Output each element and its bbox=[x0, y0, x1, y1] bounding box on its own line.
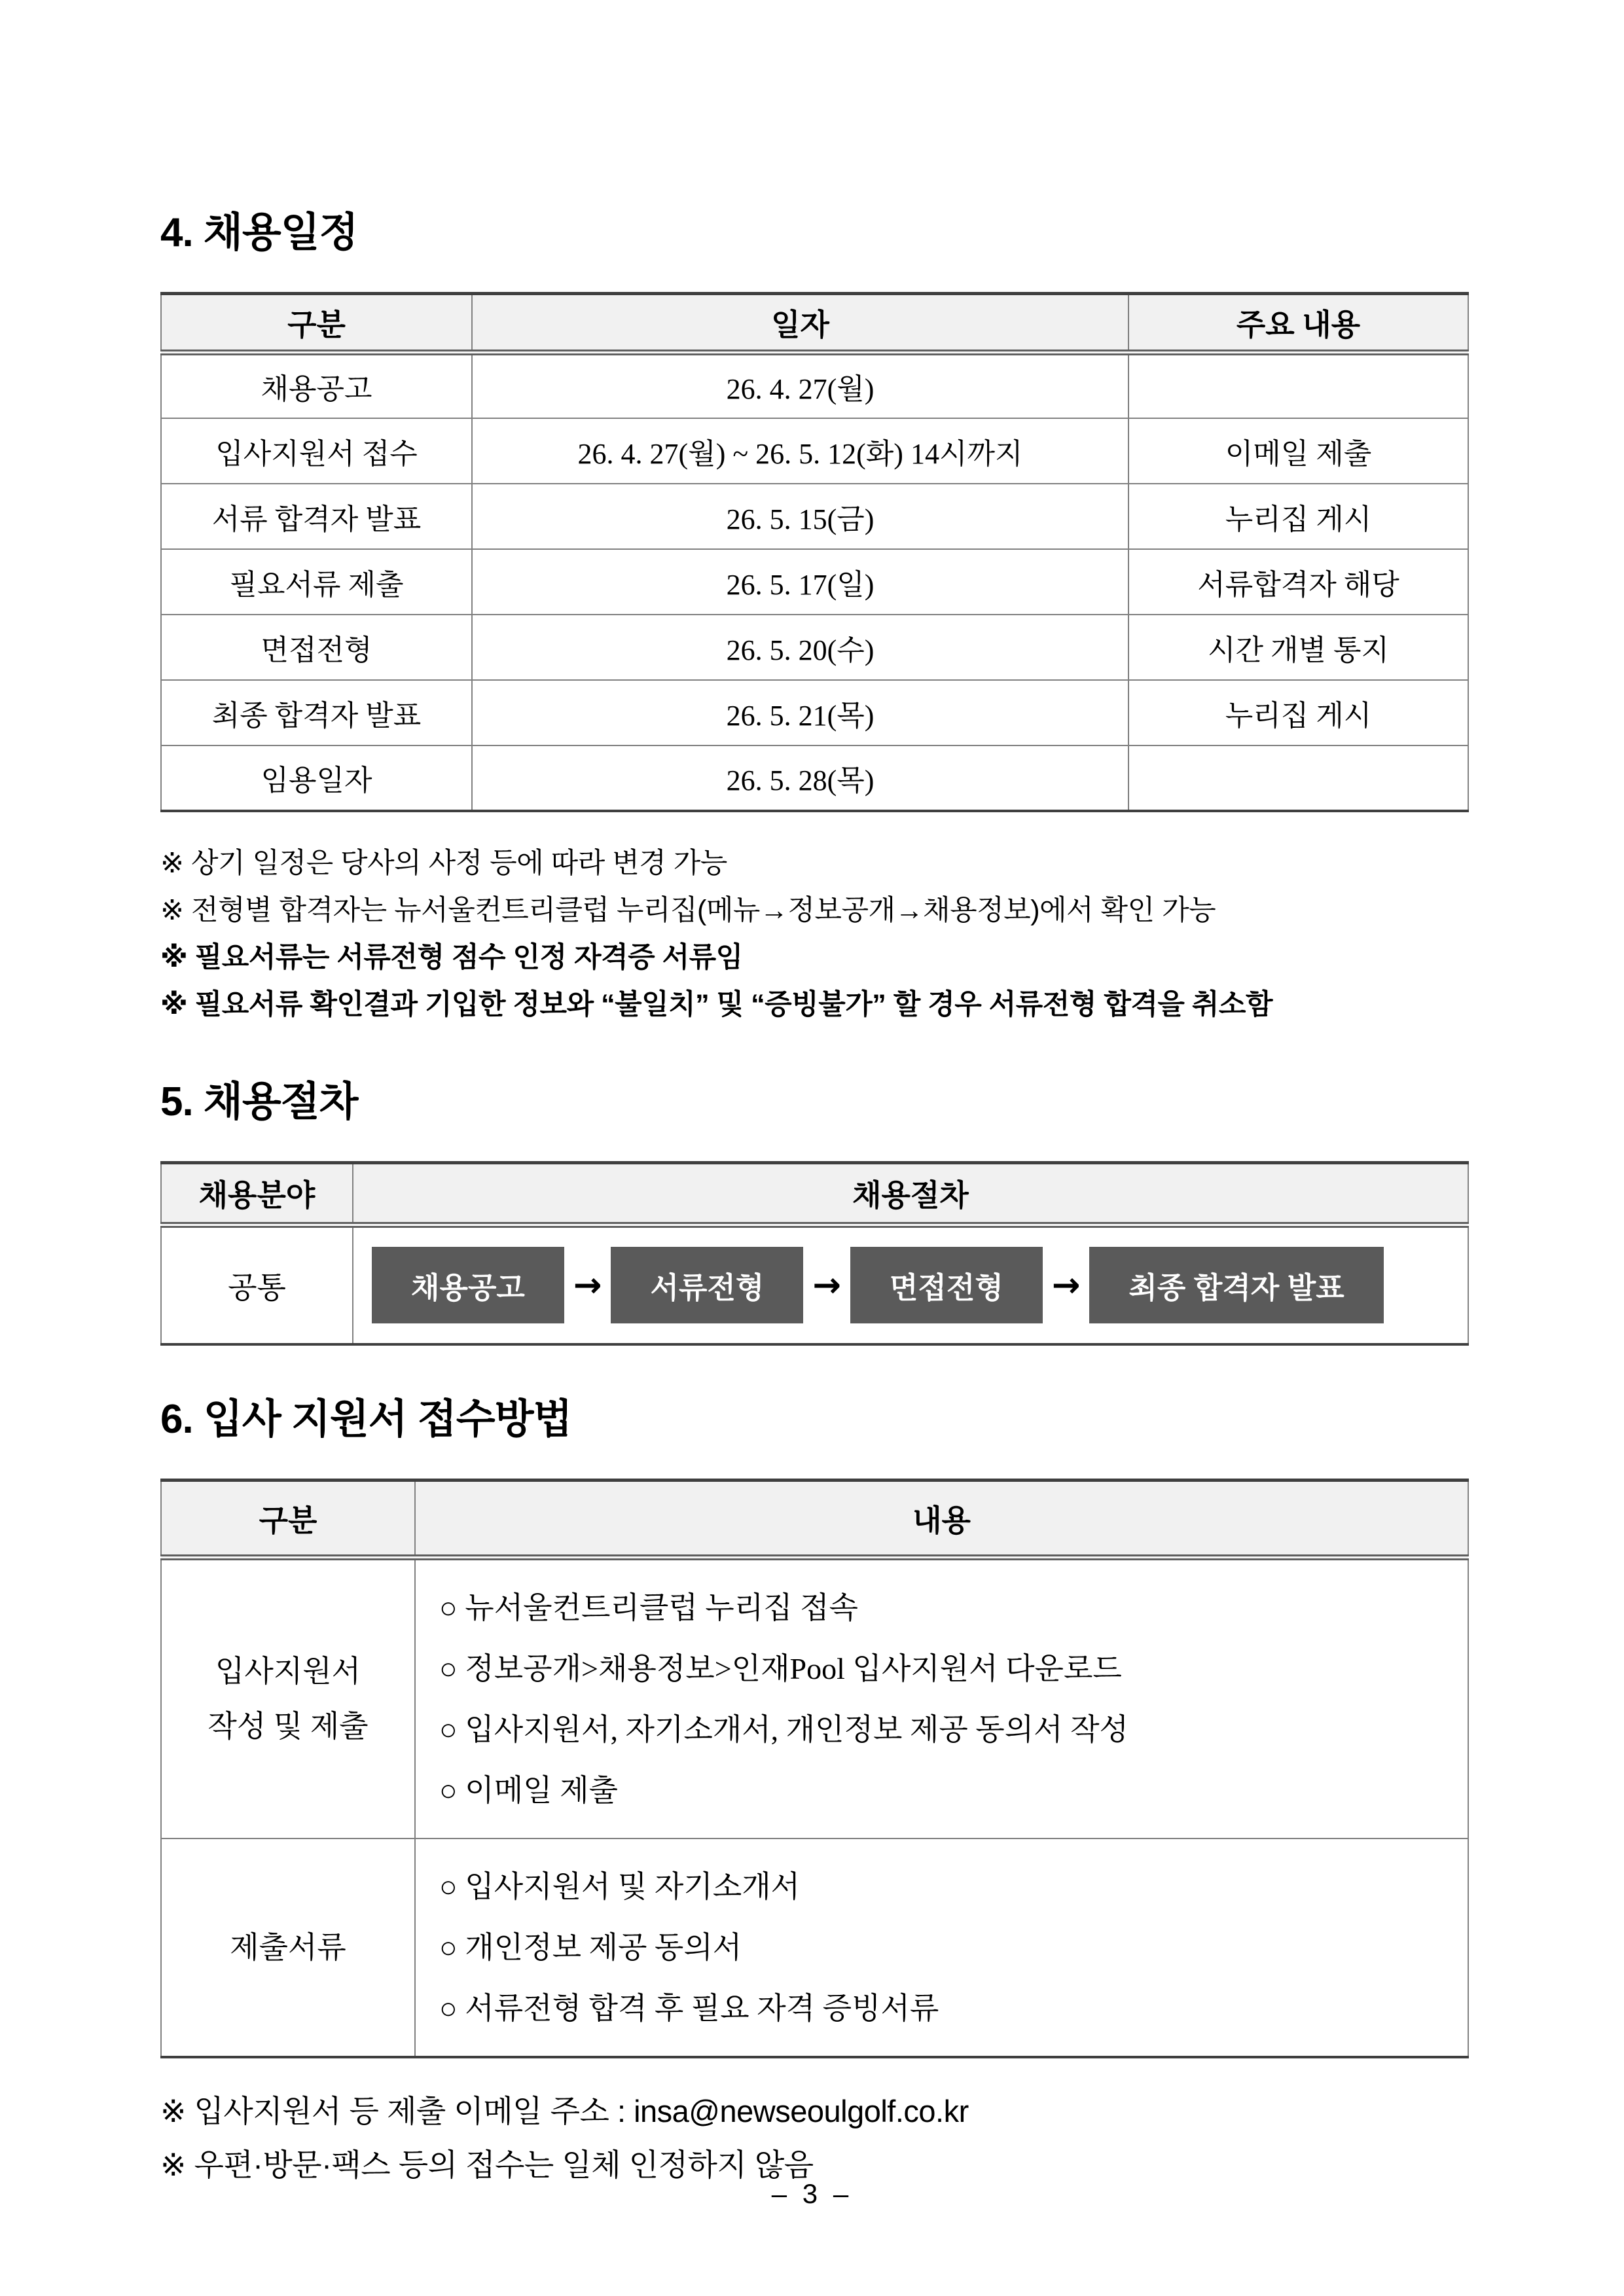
schedule-detail: 누리집 게시 bbox=[1128, 484, 1468, 549]
apply-col-header-content: 내용 bbox=[415, 1480, 1468, 1558]
schedule-detail: 누리집 게시 bbox=[1128, 680, 1468, 745]
schedule-date: 26. 5. 20(수) bbox=[472, 615, 1128, 680]
application-method-table bbox=[160, 1479, 1469, 2058]
process-step: 최종 합격자 발표 bbox=[1089, 1247, 1383, 1323]
note-line-bold: ※ 필요서류 확인결과 기입한 정보와 “불일치” 및 “증빙불가” 할 경우 서류전형 합격을 취소함 bbox=[160, 988, 1272, 1020]
table-row bbox=[161, 615, 1468, 680]
apply-row-label bbox=[161, 1558, 415, 1839]
table-row bbox=[161, 745, 1468, 811]
table-row bbox=[161, 1225, 1468, 1344]
table-row bbox=[161, 353, 1468, 418]
apply-col-header-category: 구분 bbox=[161, 1480, 415, 1558]
schedule-detail: 서류합격자 해당 bbox=[1128, 549, 1468, 615]
schedule-category: 임용일자 bbox=[161, 745, 472, 811]
list-item: ○ 정보공개>채용정보>인재Pool 입사지원서 다운로드 bbox=[439, 1652, 1122, 1685]
recruitment-schedule-table bbox=[160, 292, 1469, 812]
footer-notes bbox=[160, 2085, 1470, 2192]
table-row bbox=[161, 418, 1468, 484]
schedule-header-row bbox=[161, 294, 1468, 353]
process-row-label: 공통 bbox=[161, 1225, 353, 1344]
table-row bbox=[161, 1839, 1468, 2057]
apply-row-label-line: 작성 및 제출 bbox=[208, 1710, 369, 1743]
note-line: ※ 전형별 합격자는 뉴서울컨트리클럽 누리집(메뉴→정보공개→채용정보)에서 확인 가능 bbox=[160, 894, 1216, 926]
schedule-category: 입사지원서 접수 bbox=[161, 418, 472, 484]
list-item: ○ 뉴서울컨트리클럽 누리집 접속 bbox=[439, 1591, 858, 1624]
note-line-bold: ※ 필요서류는 서류전형 점수 인정 자격증 서류임 bbox=[160, 941, 743, 973]
schedule-category: 면접전형 bbox=[161, 615, 472, 680]
apply-row-items bbox=[415, 1558, 1468, 1839]
page-number: – 3 – bbox=[771, 2178, 853, 2209]
process-flow-cell bbox=[353, 1225, 1468, 1344]
apply-row-items bbox=[415, 1839, 1468, 2057]
schedule-date: 26. 4. 27(월) ~ 26. 5. 12(화) 14시까지 bbox=[472, 418, 1128, 484]
process-step: 서류전형 bbox=[611, 1247, 803, 1323]
arrow-right-icon: → bbox=[1051, 1265, 1081, 1305]
arrow-right-icon: → bbox=[573, 1265, 602, 1305]
schedule-category: 서류 합격자 발표 bbox=[161, 484, 472, 549]
section4-notes bbox=[160, 840, 1470, 1028]
list-item: ○ 이메일 제출 bbox=[439, 1774, 618, 1807]
recruitment-process-table bbox=[160, 1161, 1469, 1346]
table-row bbox=[161, 484, 1468, 549]
schedule-detail bbox=[1128, 745, 1468, 811]
process-step: 채용공고 bbox=[372, 1247, 564, 1323]
list-item: ○ 입사지원서, 자기소개서, 개인정보 제공 동의서 작성 bbox=[439, 1713, 1128, 1746]
schedule-date: 26. 5. 15(금) bbox=[472, 484, 1128, 549]
apply-row-label-line: 입사지원서 bbox=[215, 1655, 361, 1688]
schedule-date: 26. 5. 28(목) bbox=[472, 745, 1128, 811]
schedule-category: 채용공고 bbox=[161, 353, 472, 418]
schedule-detail: 시간 개별 통지 bbox=[1128, 615, 1468, 680]
process-col-header-procedure: 채용절차 bbox=[353, 1162, 1468, 1225]
section4-title: 4. 채용일정 bbox=[160, 210, 358, 255]
list-item: ○ 개인정보 제공 동의서 bbox=[439, 1931, 742, 1964]
schedule-col-header-category: 구분 bbox=[161, 294, 472, 353]
schedule-detail bbox=[1128, 353, 1468, 418]
process-col-header-field: 채용분야 bbox=[161, 1162, 353, 1225]
schedule-col-header-detail: 주요 내용 bbox=[1128, 294, 1468, 353]
schedule-date: 26. 4. 27(월) bbox=[472, 353, 1128, 418]
arrow-right-icon: → bbox=[812, 1265, 841, 1305]
footer-note-line: ※ 우편·방문·팩스 등의 접수는 일체 인정하지 않음 bbox=[160, 2147, 814, 2182]
section6-title: 6. 입사 지원서 접수방법 bbox=[160, 1397, 572, 1442]
schedule-detail: 이메일 제출 bbox=[1128, 418, 1468, 484]
process-flow bbox=[353, 1247, 1468, 1323]
table-row bbox=[161, 549, 1468, 615]
schedule-date: 26. 5. 17(일) bbox=[472, 549, 1128, 615]
schedule-category: 최종 합격자 발표 bbox=[161, 680, 472, 745]
apply-header-row bbox=[161, 1480, 1468, 1558]
table-row bbox=[161, 1558, 1468, 1839]
schedule-category: 필요서류 제출 bbox=[161, 549, 472, 615]
table-row bbox=[161, 680, 1468, 745]
process-header-row bbox=[161, 1162, 1468, 1225]
list-item: ○ 서류전형 합격 후 필요 자격 증빙서류 bbox=[439, 1992, 939, 2025]
apply-row-label-line: 제출서류 bbox=[230, 1930, 346, 1964]
schedule-col-header-date: 일자 bbox=[472, 294, 1128, 353]
section5-title: 5. 채용절차 bbox=[160, 1079, 358, 1124]
note-line: ※ 상기 일정은 당사의 사정 등에 따라 변경 가능 bbox=[160, 847, 727, 879]
apply-row-label bbox=[161, 1839, 415, 2057]
process-step: 면접전형 bbox=[850, 1247, 1043, 1323]
list-item: ○ 입사지원서 및 자기소개서 bbox=[439, 1870, 801, 1903]
footer-note-line: ※ 입사지원서 등 제출 이메일 주소 : insa@newseoulgolf.co.kr bbox=[160, 2094, 969, 2128]
schedule-date: 26. 5. 21(목) bbox=[472, 680, 1128, 745]
